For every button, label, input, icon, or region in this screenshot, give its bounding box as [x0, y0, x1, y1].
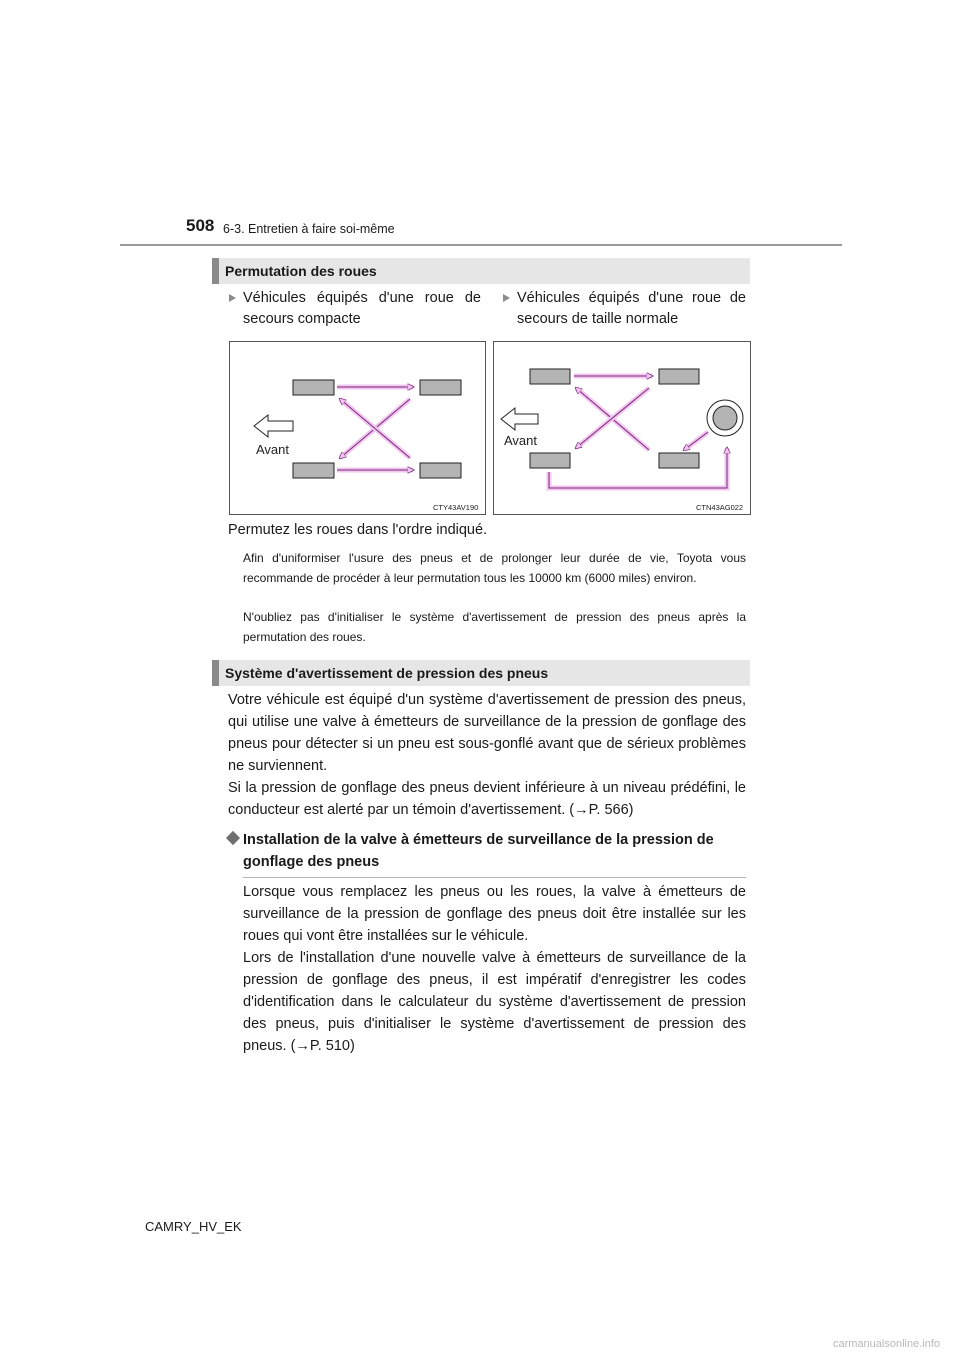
section-label: 6-3. Entretien à faire soi-même: [223, 222, 395, 236]
rotation-diagram-full-size: [493, 341, 751, 515]
section-heading: Système d'avertissement de pression des pneus: [225, 665, 549, 681]
tire-rear-left: [293, 463, 334, 478]
tire-rear-right: [659, 453, 699, 468]
tire-front-left: [530, 369, 570, 384]
right-figure-caption: Véhicules équipés d'une roue de secours de taille normale: [517, 288, 746, 330]
tpws-description: Votre véhicule est équipé d'un système d'avertissement de pression des pneus, qui utilise une valve à émetteurs de surveillance de la pression de gonflage des pneus pour détecter si un pneu est sous-gonflé avant que de sérieux problèmes ne surviennent.: [228, 692, 746, 774]
left-figure-caption: Véhicules équipés d'une roue de secours compacte: [243, 288, 481, 330]
rotation-instruction: Permutez les roues dans l'ordre indiqué.: [228, 522, 488, 538]
subsection-heading: Installation de la valve à émetteurs de surveillance de la pression de gonflage des pneus: [228, 829, 746, 873]
valve-installation-text: Lorsque vous remplacez les pneus ou les roues, la valve à émetteurs de surveillance de la pression de gonflage des pneus doit être installée sur les roues qui vont être installées sur le véhicule.: [243, 884, 746, 944]
rotation-diagram-compact: [229, 341, 486, 515]
tire-front-right: [420, 380, 461, 395]
rotation-note-interval: Afin d'uniformiser l'usure des pneus et de prolonger leur durée de vie, Toyota vous recommande de procéder à leur permutation tous les 10000 km (6000 miles) environ.: [243, 551, 746, 585]
section-heading-bar: [212, 258, 750, 284]
tpws-warning-description: Si la pression de gonflage des pneus devient inférieure à un niveau prédéfini, le conducteur est alerté par un témoin d'avertissement. (→P. 566): [228, 780, 746, 818]
front-direction-label: Avant: [256, 442, 290, 457]
bullet-triangle-icon: [503, 294, 510, 302]
front-direction-label: Avant: [504, 433, 538, 448]
tire-front-left: [293, 380, 334, 395]
rotation-arrows: [549, 376, 727, 488]
page-number: 508: [186, 216, 215, 235]
bullet-triangle-icon: [229, 294, 236, 302]
rotation-note-initialize: N'oubliez pas d'initialiser le système d'avertissement de pression des pneus après la permutation des roues.: [243, 610, 746, 644]
tire-rear-left: [530, 453, 570, 468]
figure-code: CTN43AG022: [696, 503, 744, 512]
header-rule: [120, 244, 842, 246]
tire-rear-right: [420, 463, 461, 478]
watermark: carmanualsonline.info: [832, 1338, 940, 1350]
front-arrow-icon: [254, 415, 293, 437]
model-code: CAMRY_HV_EK: [145, 1219, 242, 1234]
figure-code: CTY43AV190: [433, 503, 479, 512]
subsection-rule: [243, 877, 746, 878]
tire-front-right: [659, 369, 699, 384]
valve-registration-text: Lors de l'installation d'une nouvelle valve à émetteurs de surveillance de la pression de gonflage des pneus, il est impératif d'enregistrer les codes d'identification dans le calculateur du système d'avertissement de pression des pneus, puis d'initialiser le système d'avertissement de pression des pneus. (→P. 510): [243, 950, 746, 1054]
section-heading-bar: [212, 660, 750, 686]
front-arrow-icon: [501, 408, 538, 430]
rotation-arrows: [337, 387, 413, 470]
section-heading: Permutation des roues: [225, 263, 377, 279]
